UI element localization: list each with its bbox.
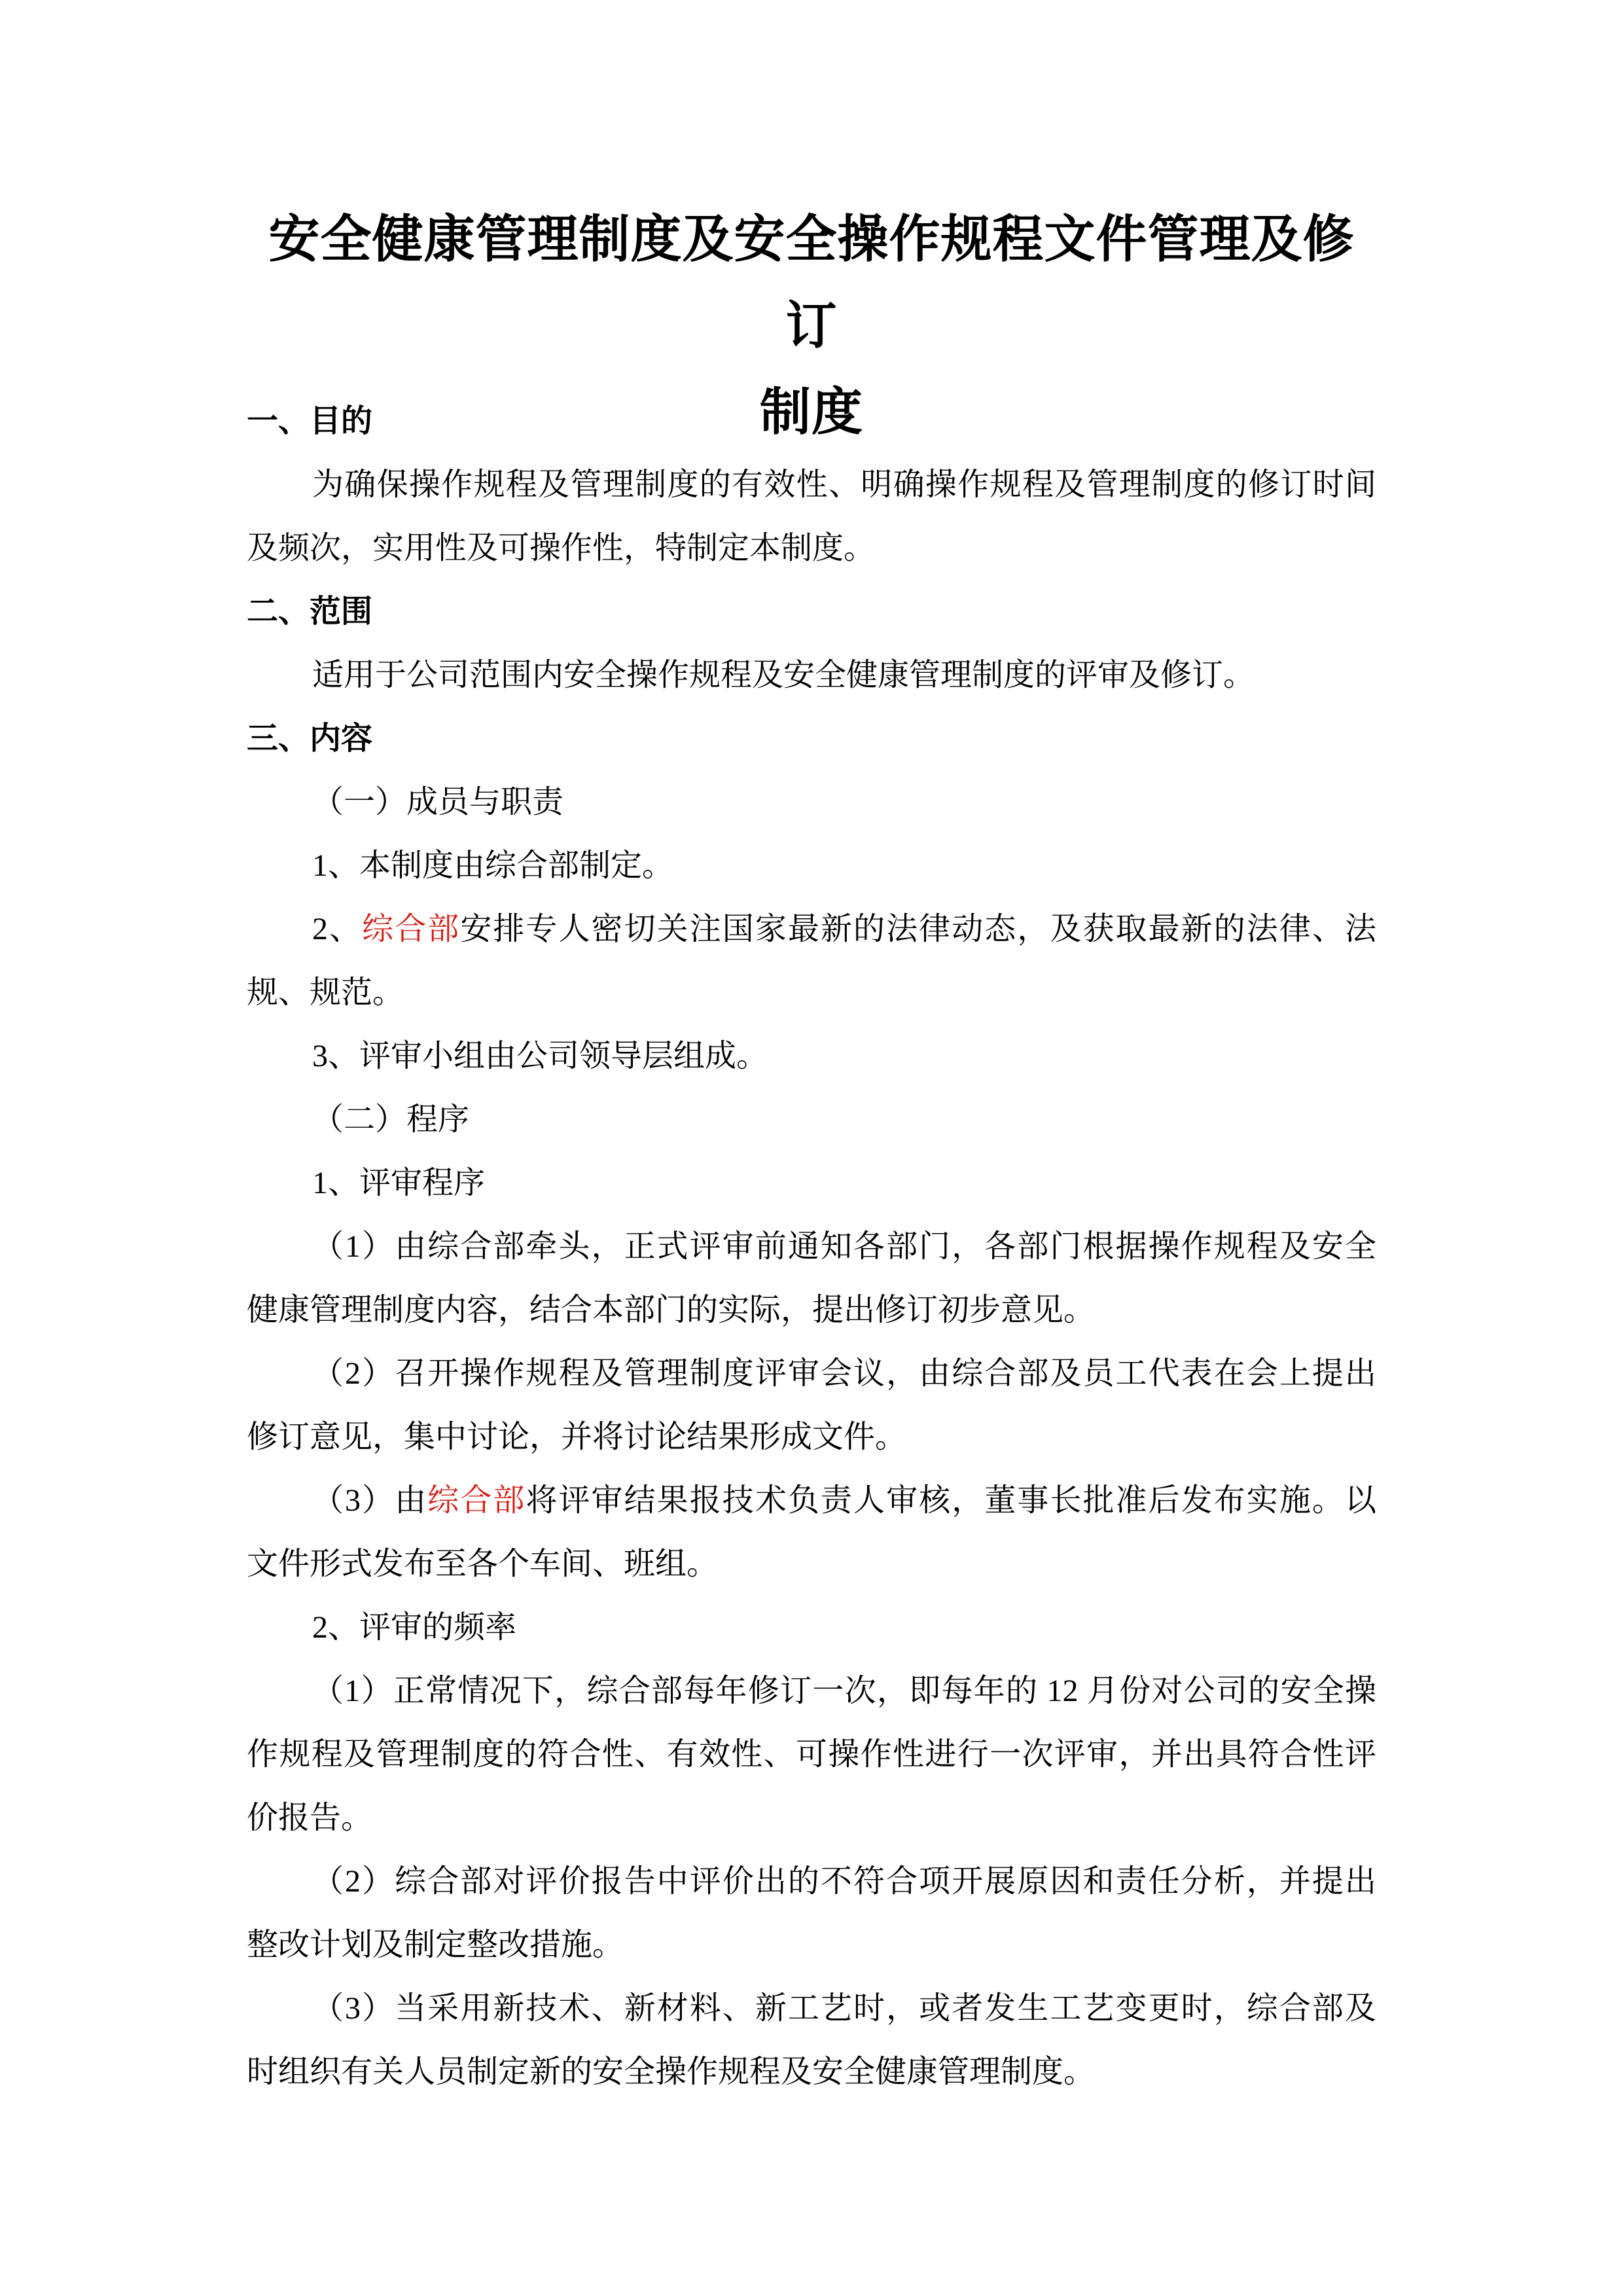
- text-segment: 修订意见，集中讨论，并将讨论结果形成文件。: [247, 1420, 907, 1454]
- text-segment: （1）由综合部牵头，正式评审前通知各部门，各部门根据操作规程及安全: [312, 1229, 1376, 1264]
- text-segment: 适用于公司范围内安全操作规程及安全健康管理制度的评审及修订。: [312, 658, 1255, 692]
- document-title-line-2: 制度: [759, 384, 863, 440]
- doc-line-20: [247, 1596, 1376, 1659]
- text-segment: （2）综合部对评价报告中评价出的不符合项开展原因和责任分析，并提出: [312, 1864, 1376, 1899]
- text-segment: 文件形式发布至各个车间、班组。: [247, 1547, 719, 1581]
- doc-line-12: [247, 1088, 1376, 1151]
- text-segment: 整改计划及制定整改措施。: [247, 1928, 624, 1962]
- doc-line-26: [247, 1977, 1376, 2040]
- text-segment: 及频次，实用性及可操作性，特制定本制度。: [247, 531, 876, 565]
- doc-line-6: [247, 707, 1376, 770]
- text-segment: （一）成员与职责: [312, 785, 564, 819]
- text-segment: 2、评审的频率: [312, 1610, 517, 1645]
- document-body: [247, 389, 1376, 2104]
- text-segment: 3、评审小组由公司领导层组成。: [312, 1039, 768, 1073]
- text-segment: 将评审结果报技术负责人审核，董事长批准后发布实施。以: [526, 1483, 1376, 1518]
- doc-line-3: [247, 516, 1376, 580]
- text-segment: （二）程序: [312, 1102, 470, 1137]
- text-segment: 2、: [312, 912, 363, 946]
- doc-line-7: [247, 770, 1376, 834]
- highlighted-text: 综合部: [427, 1483, 526, 1518]
- text-segment: 安排专人密切关注国家最新的法律动态，及获取最新的法律、法: [460, 912, 1376, 946]
- text-segment: 规、规范。: [247, 975, 404, 1010]
- doc-line-13: [247, 1151, 1376, 1215]
- text-segment: 价报告。: [247, 1801, 373, 1835]
- doc-line-4: [247, 580, 1376, 643]
- doc-line-8: [247, 834, 1376, 897]
- text-segment: （3）由: [312, 1483, 428, 1518]
- highlighted-text: 综合部: [362, 912, 461, 946]
- doc-line-25: [247, 1913, 1376, 1977]
- text-segment: 一、目的: [247, 404, 373, 439]
- text-segment: （2）召开操作规程及管理制度评审会议，由综合部及员工代表在会上提出: [312, 1356, 1376, 1391]
- doc-line-21: [247, 1659, 1376, 1723]
- text-segment: 1、本制度由综合部制定。: [312, 848, 674, 883]
- text-segment: 健康管理制度内容，结合本部门的实际，提出修订初步意见。: [247, 1293, 1096, 1327]
- doc-line-1: [247, 389, 1376, 453]
- doc-line-18: [247, 1469, 1376, 1532]
- doc-line-10: [247, 961, 1376, 1024]
- doc-line-22: [247, 1723, 1376, 1786]
- doc-line-27: [247, 2040, 1376, 2104]
- doc-line-5: [247, 643, 1376, 707]
- text-segment: （3）当采用新技术、新材料、新工艺时，或者发生工艺变更时，综合部及: [312, 1991, 1376, 2026]
- doc-line-14: [247, 1215, 1376, 1278]
- doc-line-24: [247, 1850, 1376, 1913]
- doc-line-9: [247, 897, 1376, 961]
- text-segment: 为确保操作规程及管理制度的有效性、明确操作规程及管理制度的修订时间: [312, 467, 1376, 502]
- text-segment: 时组织有关人员制定新的安全操作规程及安全健康管理制度。: [247, 2054, 1096, 2089]
- text-segment: 三、内容: [247, 721, 373, 756]
- doc-line-19: [247, 1532, 1376, 1596]
- doc-line-17: [247, 1405, 1376, 1469]
- text-segment: 二、范围: [247, 594, 373, 629]
- doc-line-11: [247, 1024, 1376, 1088]
- text-segment: 作规程及管理制度的符合性、有效性、可操作性进行一次评审，并出具符合性评: [247, 1737, 1376, 1772]
- document-title-line-1: 安全健康管理制度及安全操作规程文件管理及修订: [268, 211, 1355, 354]
- doc-line-23: [247, 1786, 1376, 1850]
- doc-line-15: [247, 1278, 1376, 1342]
- doc-line-16: [247, 1342, 1376, 1405]
- text-segment: （1）正常情况下，综合部每年修订一次，即每年的 12 月份对公司的安全操: [312, 1674, 1376, 1708]
- doc-line-2: [247, 453, 1376, 516]
- text-segment: 1、评审程序: [312, 1166, 486, 1200]
